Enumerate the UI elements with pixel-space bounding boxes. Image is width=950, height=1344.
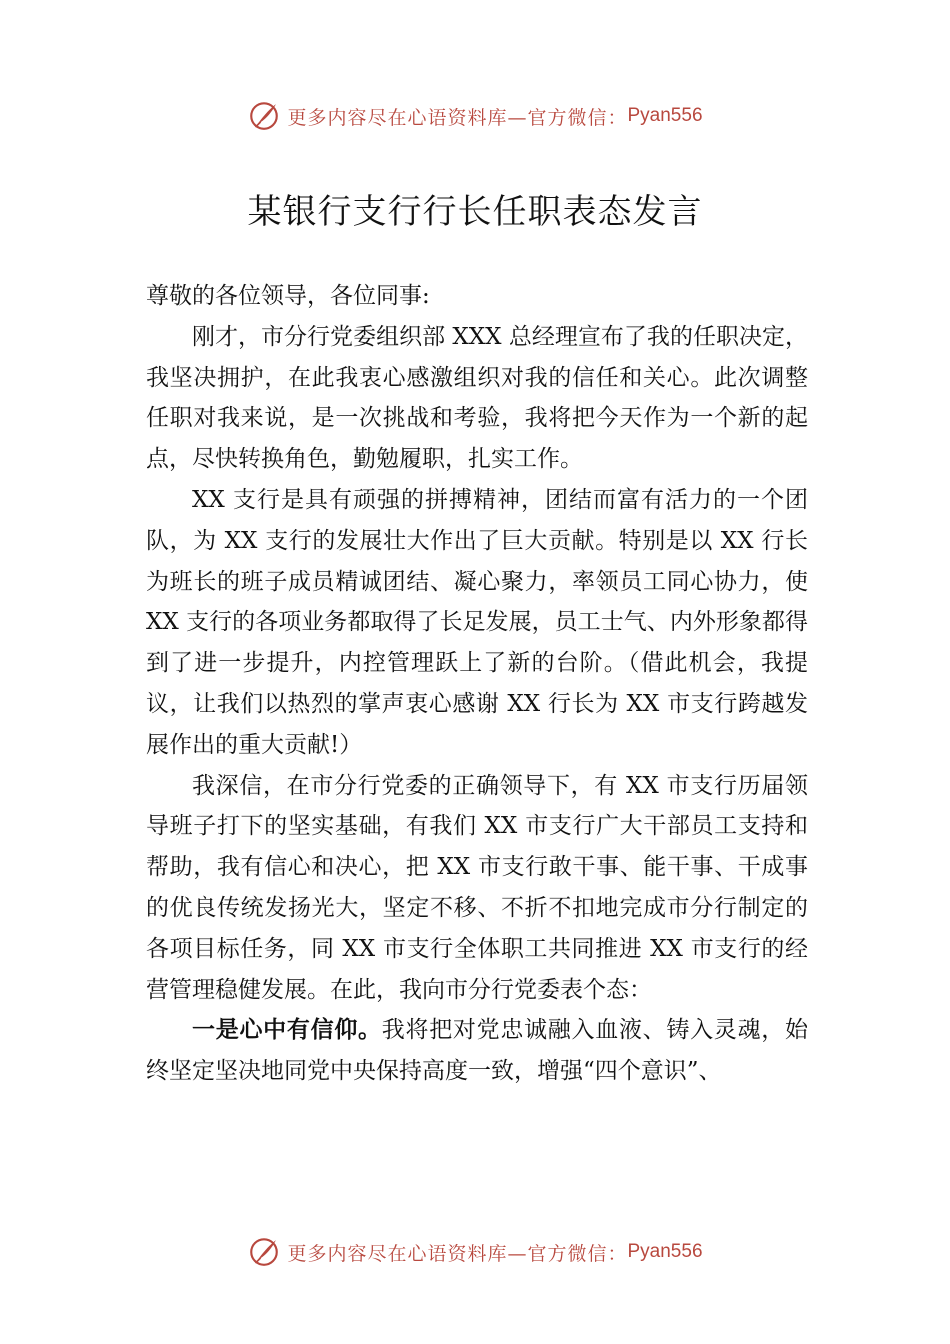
point-one-lead: 一是心中有信仰。 [192, 1017, 382, 1044]
document-body [146, 276, 808, 1092]
salutation: 尊敬的各位领导，各位同事: [146, 283, 430, 309]
header-watermark [0, 96, 950, 136]
quill-seal-icon [247, 99, 281, 133]
paragraph-1: 刚才，市分行党委组织部 XXX 总经理宣布了我的任职决定，我坚决拥护，在此我衷心感激组织对我的信任和关心。此次调整任职对我来说，是一次挑战和考验，我将把今天作为一个新的起点，尽快转换角色，勤勉履职，扎实工作。 [146, 323, 808, 473]
paragraph-4 [146, 1010, 808, 1092]
paragraph-3: 我深信，在市分行党委的正确领导下，有 XX 市支行历届领导班子打下的坚实基础，有我们 XX 市支行广大干部员工支持和帮助，我有信心和决心，把 XX 市支行敢干事、能干事、干成事的优良传统发扬光大，坚定不移、不折不扣地完成市分行制定的各项目标任务，同 XX 市支行全体职工共同推进 XX 市支行的经营管理稳健发展。在此，我向市分行党委表个态： [146, 772, 808, 1003]
document-title: 某银行支行行长任职表态发言 [247, 192, 703, 232]
point-one-text: 我将把对党忠诚融入血液、铸入灵魂，始终坚定坚决地同党中央保持高度一致，增强“四个意识”、 [146, 1017, 809, 1085]
footer-watermark [0, 1232, 950, 1272]
banner-text: 更多内容尽在心语资料库—官方微信： [287, 1242, 628, 1265]
paragraph-2: XX 支行是具有顽强的拼搏精神，团结而富有活力的一个团队，为 XX 支行的发展壮大作出了巨大贡献。特别是以 XX 行长为班长的班子成员精诚团结、凝心聚力，率领员工同心协力，使 XX 支行的各项业务都取得了长足发展，员工士气、内外形象都得到了进一步提升，内控管理跃上了新的台阶。（借此机会，我提议，让我们以热烈的掌声衷心感谢 XX 行长为 XX 市支行跨越发展作出的重大贡献!） [146, 486, 808, 758]
wechat-id: Pyan556 [627, 1241, 703, 1262]
banner-text: 更多内容尽在心语资料库—官方微信： [287, 106, 628, 129]
quill-seal-icon [247, 1235, 281, 1269]
wechat-id: Pyan556 [627, 105, 703, 126]
